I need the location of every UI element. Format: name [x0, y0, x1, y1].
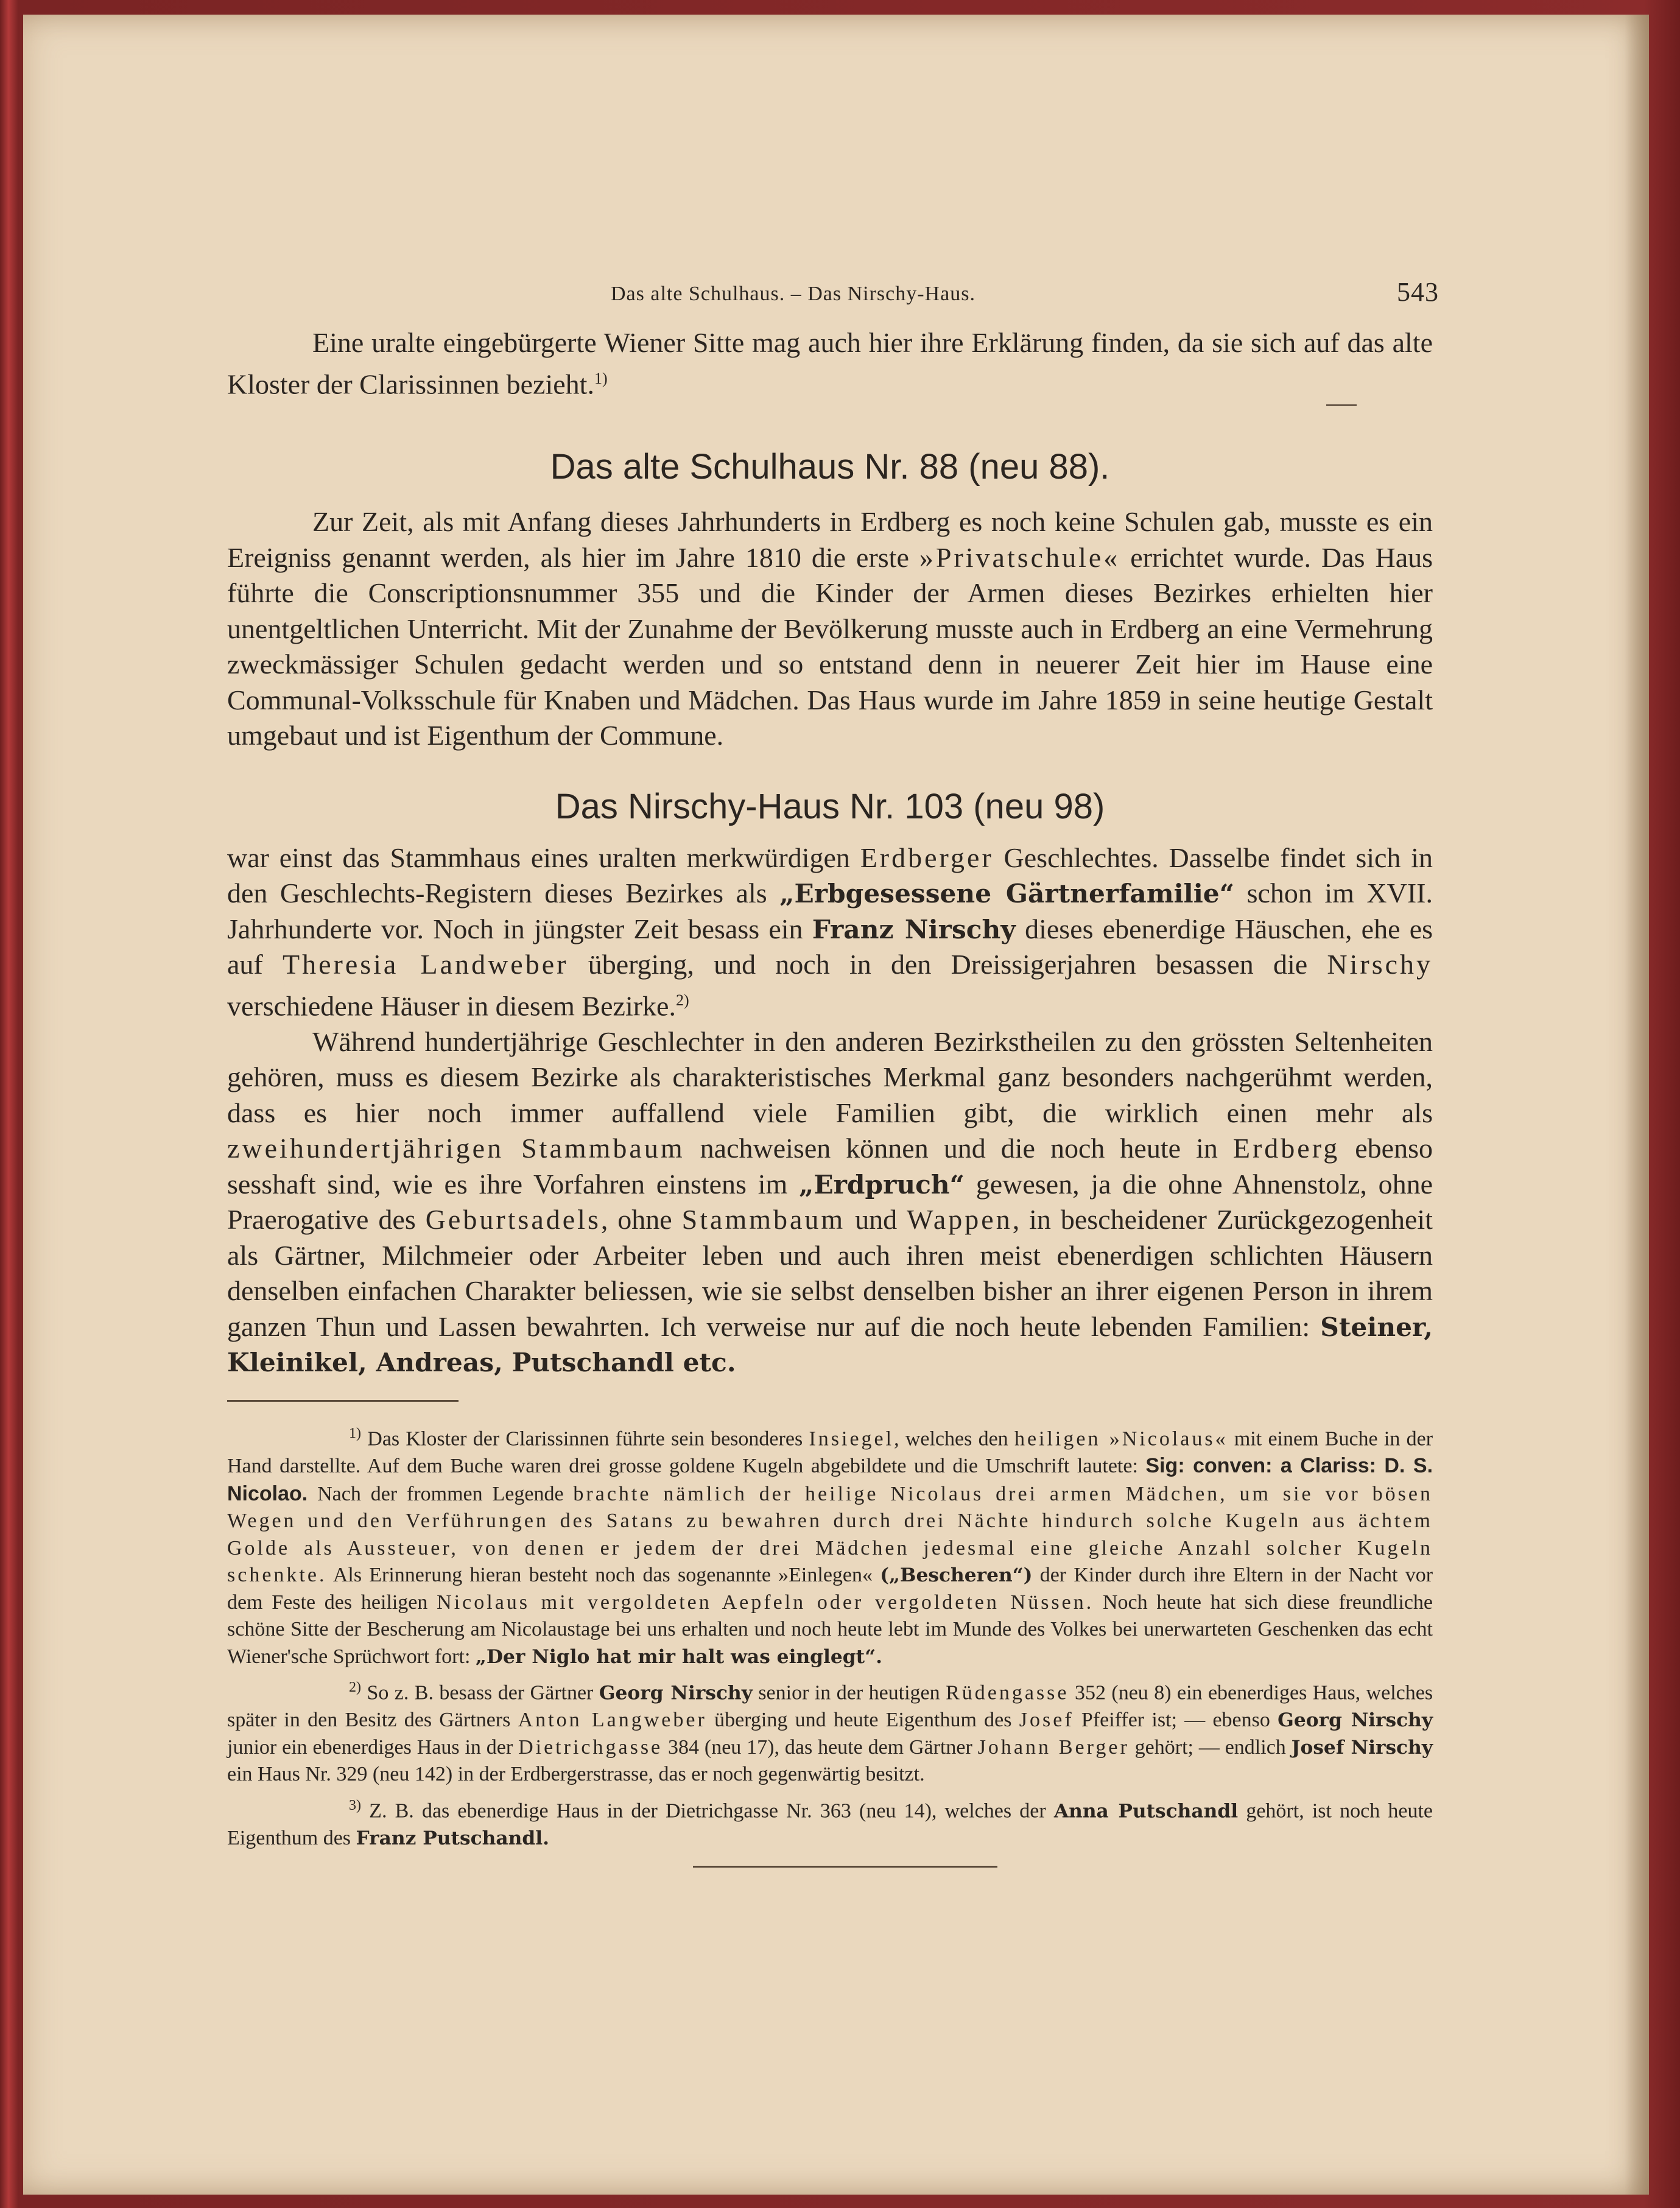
nirschy-text: dieses ebenerdige Häuschen, ehe es auf — [227, 913, 1433, 980]
blackletter-term: („Bescheren“) — [880, 1564, 1033, 1587]
footnote-text: senior in der heutigen — [758, 1681, 940, 1704]
nirschy-text: , ohne — [600, 1204, 672, 1236]
name-spaced: Anton Langweber — [518, 1709, 707, 1732]
footnote-text: junior ein ebenerdiges Haus in der — [227, 1735, 513, 1759]
spaced-term: Stammbaum — [681, 1204, 846, 1236]
nirschy-text: , in bescheidener Zurückgezogenheit als Gärtner, Milchmeier oder Arbeiter leben und auch ihren meist ebenerdigen schlichten Häusern denselben einfachen Charakter beliessen, wie sie selbst denselben bisher an ihrer eigenen Person in ihrem ganzen Thun und Lassen bewahrten. Ich verweise nur auf die noch heute lebenden Familien: — [227, 1204, 1433, 1342]
name-spaced: Josef — [1019, 1709, 1074, 1732]
schulhaus-paragraph — [227, 504, 1433, 754]
name-spaced: Theresia Landweber — [282, 949, 569, 980]
blackletter-name: Georg Nirschy — [599, 1682, 753, 1704]
privatschule-spaced: »Privatschule« — [919, 541, 1120, 573]
nirschy-text: verschiedene Häuser in diesem Bezirke. — [227, 990, 676, 1022]
footnote-text: gehört; — endlich — [1134, 1735, 1286, 1759]
blackletter-families: Steiner, Kleinikel, Andreas, Putschandl etc. — [227, 1311, 1433, 1378]
footnote-text: 352 (neu 8) ein ebenerdiges Haus, welches später in den Besitz des Gärtners — [227, 1681, 1433, 1732]
nirschy-text: nachweisen können und die noch heute in — [700, 1133, 1218, 1164]
name-spaced: Nirschy — [1327, 949, 1433, 980]
page-content — [227, 276, 1439, 1852]
footnote-3 — [227, 1792, 1433, 1852]
footnote-text: , welches den — [894, 1427, 1008, 1450]
book-page — [23, 15, 1649, 2195]
footnote-number: 2) — [349, 1679, 361, 1696]
nirschy-paragraph-2 — [227, 1024, 1433, 1380]
nirschy-text: Während hundertjährige Geschlechter in den anderen Bezirkstheilen zu den grössten Seltenheiten gehören, muss es diesem Bezirke als charakteristisches Merkmal ganz besonders nachgerühmt werden, dass es hier noch immer auffallend viele Familien gibt, die wirklich einen mehr als — [227, 1025, 1433, 1128]
page-number: 543 — [1397, 277, 1439, 307]
nirschy-text: war einst das Stammhaus eines uralten merkwürdigen — [227, 842, 850, 873]
heading-nirschy: Das Nirschy-Haus Nr. 103 (neu 98) — [555, 786, 1105, 826]
spaced-term: heiligen »Nicolaus« — [1014, 1427, 1228, 1450]
footnote-2 — [227, 1674, 1433, 1788]
intro-text: Eine uralte eingebürgerte Wiener Sitte mag auch hier ihre Erklärung finden, da sie sich auf das alte Kloster der Clarissinnen bezieht. — [227, 327, 1433, 399]
schulhaus-text-1: Zur Zeit, als mit Anfang dieses Jahrhunderts in Erdberg es noch keine Schulen gab, musste es ein Ereigniss genannt werden, als hier im Jahre 1810 die erste — [227, 506, 1433, 573]
footnote-text: überging und heute Eigenthum des — [714, 1709, 1012, 1732]
spaced-term: Geburtsadels — [425, 1204, 601, 1236]
blackletter-name: Georg Nirschy — [1278, 1709, 1433, 1732]
heading-schulhaus: Das alte Schulhaus Nr. 88 (neu 88). — [550, 447, 1110, 487]
footnote-text: Noch heute hat sich diese freundliche schöne Sitte der Bescherung am Nicolaustage bei uns erhalten und noch heute lebt im Munde des Volkes bei unerwarteten Geschenken das echt Wiener'sche Sprüchwort fort: — [227, 1591, 1433, 1668]
schulhaus-text-2: errichtet wurde. Das Haus führte die Conscriptionsnummer 355 und die Kinder der Armen dieses Bezirkes erhielten hier unentgeltlichen Unterricht. Mit der Zunahme der Bevölkerung musste auch in Erdberg an eine Vermehrung zweckmässiger Schulen gedacht werden und so entstand denn in neuerer Zeit hier im Hause eine Communal-Volksschule für Knaben und Mädchen. Das Haus wurde im Jahre 1859 in seine heutige Gestalt umgebaut und ist Eigenthum der Commune. — [227, 541, 1433, 751]
closing-rule — [693, 1866, 997, 1868]
blackletter-term: „Erbgesessene Gärtnerfamilie“ — [779, 878, 1235, 909]
running-title: Das alte Schulhaus. – Das Nirschy-Haus. — [611, 283, 975, 305]
footnote-text: So z. B. besass der Gärtner — [367, 1681, 594, 1704]
blackletter-name: Franz Nirschy — [812, 913, 1016, 944]
running-header — [227, 276, 1439, 313]
footnote-text: Pfeiffer ist; — ebenso — [1081, 1709, 1270, 1732]
spaced-passage: Nicolaus mit vergoldeten Aepfeln oder vergoldeten Nüssen. — [437, 1591, 1094, 1614]
spaced-term: zweihundertjährigen Stammbaum — [227, 1133, 685, 1164]
intro-paragraph — [227, 325, 1433, 402]
spaced-term: Insiegel — [809, 1427, 894, 1450]
blackletter-name: Josef Nirschy — [1291, 1736, 1433, 1759]
footnote-text: der Kinder durch ihre Eltern in der Nacht vor dem Feste des heiligen — [227, 1564, 1433, 1614]
footnote-text: Als Erinnerung hieran besteht noch das sogenannte »Einlegen« — [332, 1564, 873, 1587]
spaced-term: Rüdengasse — [946, 1681, 1069, 1704]
nirschy-text: Geschlechtes. Dasselbe findet sich in den Geschlechts-Registern dieses Bezirkes als — [227, 842, 1433, 909]
nirschy-text: gewesen, ja die ohne Ahnenstolz, ohne Praerogative des — [227, 1168, 1433, 1236]
blackletter-name: Franz Putschandl. — [356, 1827, 549, 1849]
page-edge-shadow — [1625, 15, 1649, 2195]
footnote-number: 3) — [349, 1797, 361, 1813]
footnote-1 — [227, 1420, 1433, 1671]
spaced-term: Wappen — [907, 1204, 1013, 1236]
spaced-passage: brachte nämlich der heilige Nicolaus drei armen Mädchen, um sie vor bösen Wegen und den Verführungen des Satans zu bewahren durch drei Nächte hindurch solche Kugeln aus ächtem Golde als Aussteuer, von denen er jedem der drei Mädchen jedesmal eine gleiche Anzahl solcher Kugeln schenkte. — [227, 1482, 1433, 1587]
footnote-text: 384 (neu 17), das heute dem Gärtner — [668, 1735, 972, 1759]
nirschy-text: und — [855, 1204, 898, 1236]
erdberger-spaced: Erdberger — [860, 842, 994, 873]
name-spaced: Johann Berger — [977, 1735, 1130, 1759]
footnote-ref-1[interactable]: 1) — [594, 369, 608, 387]
nirschy-text: überging, und noch in den Dreissigerjahren besassen die — [588, 949, 1308, 980]
spaced-term: Dietrichgasse — [518, 1735, 663, 1759]
footnote-text: Z. B. das ebenerdige Haus in der Dietrichgasse Nr. 363 (neu 14), welches der — [369, 1799, 1046, 1823]
blackletter-saying: „Der Niglo hat mir halt was einglegt“. — [475, 1645, 882, 1668]
blackletter-term: „Erdpruch“ — [799, 1169, 965, 1200]
blackletter-name: Anna Putschandl — [1053, 1800, 1239, 1823]
footnote-number: 1) — [349, 1425, 361, 1441]
seal-inscription: Sig: conven: a Clariss: D. S. Nicolao. — [227, 1454, 1433, 1505]
footnote-text: gehört, ist noch heute Eigenthum des — [227, 1799, 1433, 1849]
spaced-term: Erdberg — [1232, 1133, 1340, 1164]
footnote-text: mit einem Buche in der Hand darstellte. Auf dem Buche waren drei grosse goldene Kugeln abgebildete und die Umschrift lautete: — [227, 1427, 1433, 1478]
footnote-text: Das Kloster der Clarissinnen führte sein besonderes — [367, 1427, 803, 1450]
nirschy-text: schon im XVII. Jahrhunderte vor. Noch in jüngster Zeit besass ein — [227, 877, 1433, 944]
footnote-ref-2[interactable]: 2) — [675, 991, 689, 1009]
nirschy-text: ebenso sesshaft sind, wie es ihre Vorfahren einstens im — [227, 1133, 1433, 1200]
footnote-text: Nach der frommen Legende — [317, 1482, 564, 1505]
nirschy-paragraph-1 — [227, 840, 1433, 1024]
footnote-separator — [227, 1400, 459, 1402]
footnote-text: ein Haus Nr. 329 (neu 142) in der Erdbergerstrasse, das er noch gegenwärtig besitzt. — [227, 1763, 925, 1786]
